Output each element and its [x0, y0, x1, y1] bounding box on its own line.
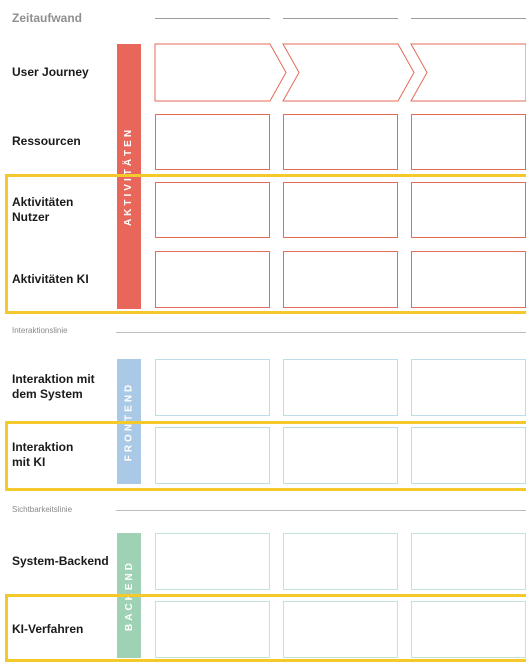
row-label-aktivitaeten-ki: Aktivitäten KI [12, 272, 89, 286]
cell-aktivitaeten-ki-1[interactable] [155, 251, 270, 308]
band-label-backend: BACKEND [123, 560, 135, 631]
cell-ressourcen-1[interactable] [155, 114, 270, 170]
cell-interaktion-system-1[interactable] [155, 359, 270, 416]
cell-interaktion-ki-1[interactable] [155, 427, 270, 484]
header-title: Zeitaufwand [12, 11, 83, 25]
cell-aktivitaeten-nutzer-1[interactable] [155, 182, 270, 238]
journey-step-3 [411, 44, 526, 101]
cell-system-backend-1[interactable] [155, 533, 270, 590]
cell-system-backend-3[interactable] [411, 533, 526, 590]
cell-ki-verfahren-1[interactable] [155, 601, 270, 658]
cell-aktivitaeten-nutzer-3[interactable] [411, 182, 526, 238]
row-label-system-backend: System-Backend [12, 554, 109, 568]
interaktionslinie-label: Interaktionslinie [12, 326, 68, 335]
cell-interaktion-system-2[interactable] [283, 359, 398, 416]
row-label-interaktion-ki: Interaktion mit KI [12, 440, 74, 469]
journey-step-2 [283, 44, 414, 101]
row-label-user-journey: User Journey [12, 65, 89, 79]
cell-interaktion-ki-3[interactable] [411, 427, 526, 484]
journey-step-1 [155, 44, 286, 101]
band-label-aktivitaeten: AKTIVITÄTEN [123, 126, 135, 227]
row-label-aktivitaeten-nutzer: Aktivitäten Nutzer [12, 195, 74, 224]
band-label-frontend: FRONTEND [123, 381, 135, 462]
cell-aktivitaeten-nutzer-2[interactable] [283, 182, 398, 238]
row-label-ressourcen: Ressourcen [12, 134, 81, 148]
cell-interaktion-system-3[interactable] [411, 359, 526, 416]
row-label-ki-verfahren: KI-Verfahren [12, 622, 84, 636]
cell-ki-verfahren-2[interactable] [283, 601, 398, 658]
cell-system-backend-2[interactable] [283, 533, 398, 590]
cell-aktivitaeten-ki-3[interactable] [411, 251, 526, 308]
cell-ressourcen-2[interactable] [283, 114, 398, 170]
sichtbarkeitslinie-label: Sichtbarkeitslinie [12, 505, 73, 514]
row-label-interaktion-system: Interaktion mit dem System [12, 372, 95, 401]
cell-ki-verfahren-3[interactable] [411, 601, 526, 658]
cell-ressourcen-3[interactable] [411, 114, 526, 170]
cell-aktivitaeten-ki-2[interactable] [283, 251, 398, 308]
cell-interaktion-ki-2[interactable] [283, 427, 398, 484]
